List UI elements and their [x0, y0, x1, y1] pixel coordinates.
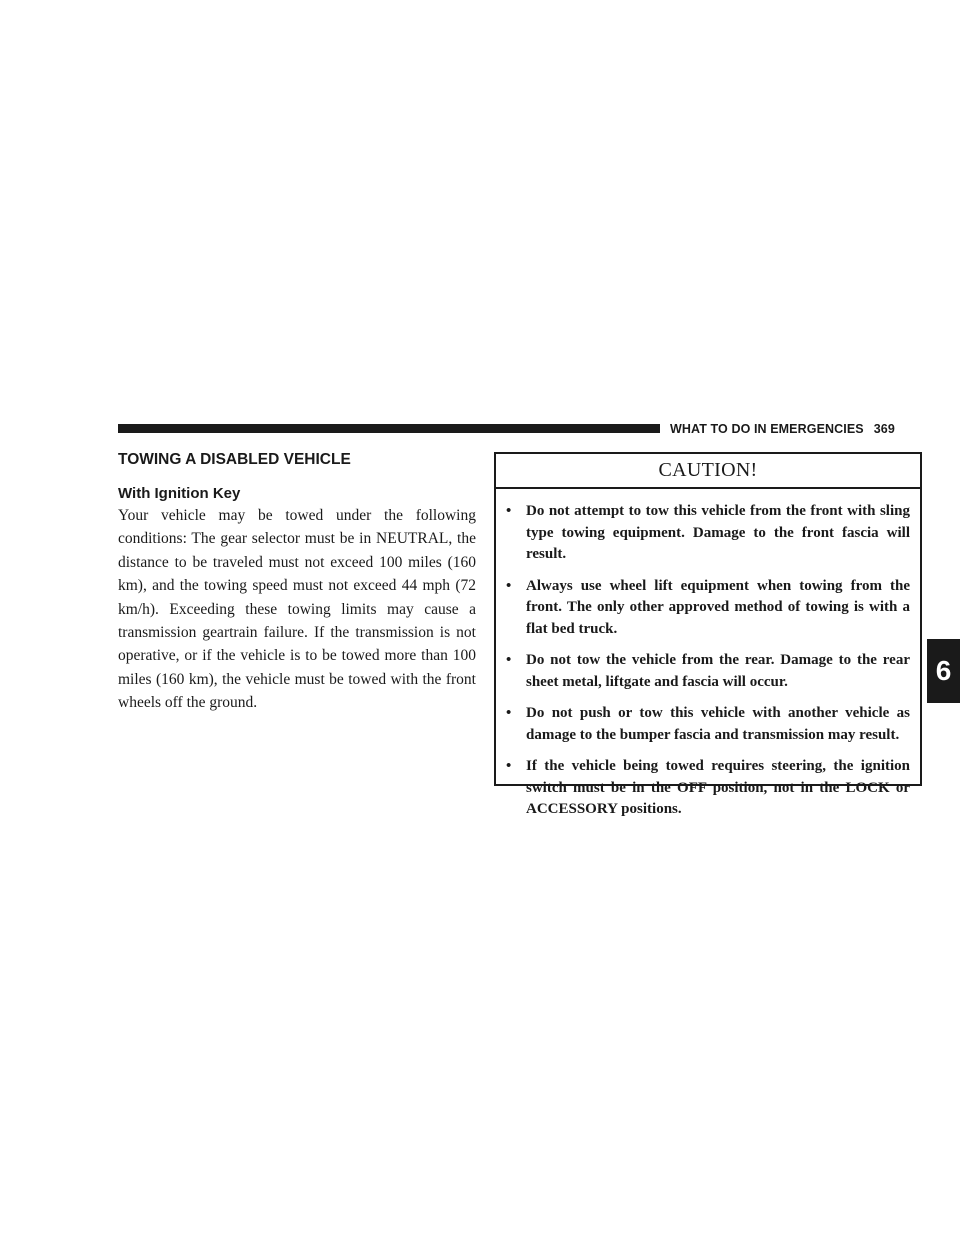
caution-item	[506, 576, 910, 641]
bullet-icon: •	[506, 758, 512, 774]
caution-item	[506, 650, 910, 693]
caution-item-text: Do not attempt to tow this vehicle from the front with sling type towing equipment. Damage to the front fascia will result.	[526, 503, 910, 562]
page-number: 369	[873, 422, 895, 436]
header-rule	[118, 424, 660, 433]
bullet-icon: •	[506, 503, 512, 519]
caution-list	[496, 489, 920, 821]
section-title: TOWING A DISABLED VEHICLE	[118, 451, 351, 468]
subsection-title: With Ignition Key	[118, 485, 241, 502]
bullet-icon: •	[506, 577, 512, 594]
caution-item	[506, 703, 910, 746]
caution-item-text: Always use wheel lift equipment when towing from the front. The only other approved method of towing is with a flat bed truck.	[526, 577, 910, 637]
bullet-icon: •	[506, 652, 512, 668]
running-header	[670, 419, 895, 439]
caution-title: CAUTION!	[496, 454, 920, 489]
caution-item-text: Do not push or tow this vehicle with another vehicle as damage to the bumper fascia and transmission may result.	[526, 705, 910, 743]
bullet-icon: •	[506, 705, 512, 721]
main-column	[118, 450, 476, 715]
caution-box	[494, 452, 922, 817]
body-paragraph: Your vehicle may be towed under the following conditions: The gear selector must be in NEUTRAL, the distance to be traveled must not exceed 100 miles (160 km), and the towing speed must not exceed 44 mph (72 km/h). Exceeding these towing limits may cause a transmission geartrain failure. If the transmission is not operative, or if the vehicle is to be towed more than 100 miles (160 km), the vehicle must be towed with the front wheels off the ground.	[118, 507, 476, 712]
caution-item-text: If the vehicle being towed requires steering, the ignition switch must be in the OFF position, not in the LOCK or ACCESSORY positions.	[526, 758, 910, 817]
chapter-tab: 6	[927, 639, 960, 703]
caution-item	[506, 756, 910, 821]
caution-item	[506, 501, 910, 566]
chapter-title: WHAT TO DO IN EMERGENCIES	[670, 422, 864, 436]
caution-item-text: Do not tow the vehicle from the rear. Damage to the rear sheet metal, liftgate and fascia will occur.	[526, 652, 910, 690]
